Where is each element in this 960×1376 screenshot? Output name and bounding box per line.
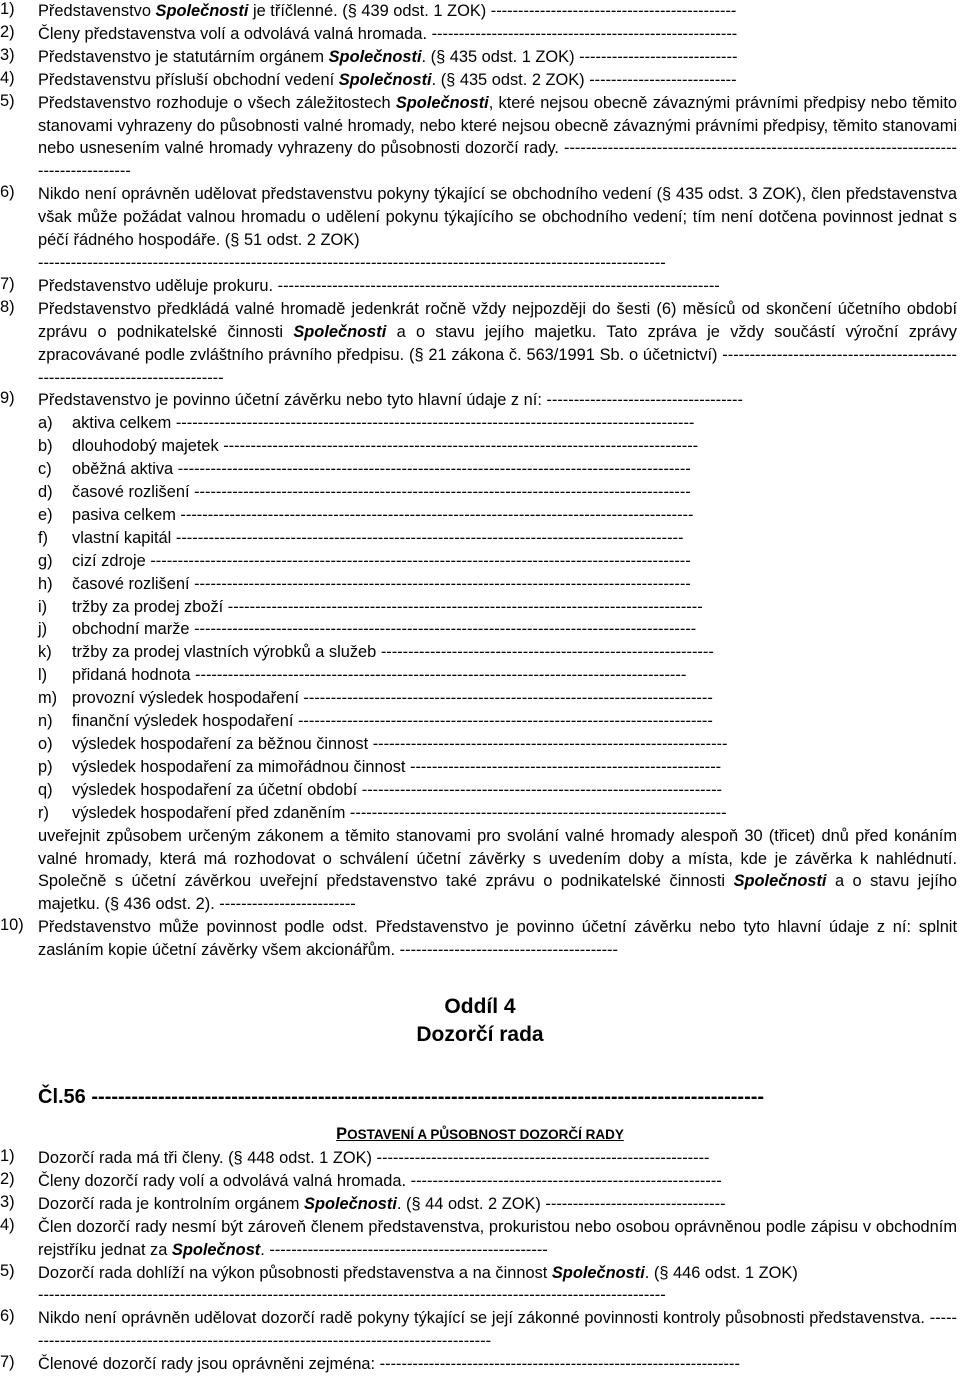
board-item-5 — [0, 92, 957, 184]
item-text: Člen dozorčí rady nesmí být zároveň členem představenstva, prokuristou nebo osobou oprávněnou podle zápisu v obchodním rejstříku jednat za Společnost. --------------------------------------------------- — [38, 1217, 957, 1259]
financial-item — [0, 412, 957, 435]
item-text: tržby za prodej vlastních výrobků a služeb ------------------------------------------------------------- — [72, 643, 714, 662]
item-letter: n) — [38, 712, 53, 731]
item-text: Dozorčí rada dohlíží na výkon působnosti představenstva a na činnost Společnosti. (§ 446 odst. 1 ZOK) — [38, 1263, 798, 1282]
item-text: Představenstvo předkládá valné hromadě jedenkrát ročně vždy nejpozději do šesti (6) měsíců od skončení účetního období zprávu o podnikatelské činnosti Společnosti a o stavu jejího majetku. Tato zpráva je vždy součástí výroční zprávy zpracovávané podle zvláštního právního předpisu. (§ 21 zákona č. 563/1991 Sb. o účetnictví) ----------------------------------------------------------------------------- — [38, 299, 957, 387]
item-letter: i) — [38, 597, 48, 616]
item-letter: f) — [38, 528, 49, 547]
item-text: přidaná hodnota ------------------------------------------------------------------------------------------ — [72, 666, 687, 685]
item-letter: b) — [38, 437, 53, 456]
item-text: Představenstvo je povinno účetní závěrku nebo tyto hlavní údaje z ní: ------------------------------------ — [38, 391, 743, 410]
item-number: 6) — [0, 183, 15, 202]
item-text: Členy představenstva volí a odvolává valná hromada. -------------------------------------------------------- — [38, 24, 738, 43]
supervisory-item-5 — [0, 1262, 957, 1285]
board-item-8 — [0, 298, 957, 390]
item-number: 2) — [0, 1169, 15, 1188]
item-9-tail-text: uveřejnit způsobem určeným zákonem a těmito stanovami pro svolání valné hromady alespoň 30 (třicet) dnů před konáním valné hromady, která má rozhodovat o schválení účetní závěrky s uvedením doby a místa, kde je závěrka k nahlédnutí. Společně s účetní závěrkou uveřejní představenstvo také zprávu o podnikatelské činnosti Společnosti a o stavu jejího majetku. (§ 436 odst. 2). ------------------------- — [38, 826, 957, 914]
item-number: 5) — [0, 1261, 15, 1280]
item-9-continuation — [0, 825, 957, 917]
board-section-list — [0, 0, 960, 412]
item-text: výsledek hospodaření za běžnou činnost ----------------------------------------------------------------- — [72, 735, 728, 753]
financial-items-list — [0, 412, 960, 824]
financial-item — [0, 756, 957, 779]
financial-item — [0, 527, 957, 550]
item-text: Představenstvo uděluje prokuru. --------------------------------------------------------------------------------- — [38, 276, 720, 295]
item-text: Dozorčí rada má tři členy. (§ 448 odst. 1 ZOK) ------------------------------------------------------------- — [38, 1148, 710, 1167]
section-heading-number: Oddíl 4 — [444, 995, 516, 1019]
financial-item — [0, 504, 957, 527]
supervisory-item-6 — [0, 1307, 957, 1353]
item-text: Členové dozorčí rady jsou oprávněni zejména: ------------------------------------------------------------------ — [38, 1355, 740, 1374]
article-rule: ----------------------------------------------------------------------------------------------------- — [85, 1086, 765, 1109]
board-item-1 — [0, 0, 957, 23]
item-text: finanční výsledek hospodaření ---------------------------------------------------------------------------- — [72, 712, 713, 731]
item-number: 8) — [0, 297, 15, 316]
item-text: vlastní kapitál --------------------------------------------------------------------------------------------- — [72, 528, 684, 547]
item-letter: p) — [38, 757, 53, 776]
item-number: 1) — [0, 1146, 15, 1165]
financial-item — [0, 481, 957, 504]
financial-item — [0, 664, 957, 687]
item-number: 7) — [0, 1353, 15, 1372]
item-letter: c) — [38, 460, 52, 479]
item-text: časové rozlišení ------------------------------------------------------------------------------------------- — [72, 574, 691, 593]
item-text: oběžná aktiva ---------------------------------------------------------------------------------------------- — [72, 460, 691, 479]
item-text: Představenstvo Společnosti je tříčlenné. (§ 439 odst. 1 ZOK) --------------------------------------------- — [38, 2, 737, 20]
item-letter: r) — [38, 803, 49, 822]
item-number: 4) — [0, 68, 15, 87]
supervisory-item-1 — [0, 1147, 957, 1170]
item-text: cizí zdroje --------------------------------------------------------------------------------------------------- — [72, 551, 691, 570]
item-number: 5) — [0, 91, 15, 110]
item-number: 3) — [0, 1192, 15, 1211]
item-number: 2) — [0, 22, 15, 41]
dash-rule: ------------------------------------------------------------------------------------------------------------------- — [38, 1286, 666, 1305]
item-text: Představenstvo je statutárním orgánem Společnosti. (§ 435 odst. 1 ZOK) ----------------------------- — [38, 47, 738, 66]
article-label: Čl.56 — [38, 1086, 86, 1109]
board-item-9 — [0, 389, 957, 412]
item-number: 6) — [0, 1307, 15, 1326]
item-text: časové rozlišení ------------------------------------------------------------------------------------------- — [72, 483, 691, 502]
item-text: obchodní marže -------------------------------------------------------------------------------------------- — [72, 620, 697, 639]
item-number: 3) — [0, 45, 15, 64]
item-letter: g) — [38, 551, 53, 570]
financial-item — [0, 596, 957, 619]
item-letter: a) — [38, 414, 53, 433]
item-text: výsledek hospodaření za účetní období ------------------------------------------------------------------ — [72, 780, 723, 799]
item-text: Členy dozorčí rady volí a odvolává valná hromada. --------------------------------------------------------- — [38, 1171, 722, 1190]
item-text: Nikdo není oprávněn udělovat představenstvu pokyny týkající se obchodního vedení (§ 435 odst. 3 ZOK), člen představenstva však může požádat valnou hromadu o udělení pokynu týkajícího se obchodního vedení; tím není dotčena povinnost jednat s péčí řádného hospodáře. (§ 51 odst. 2 ZOK) — [38, 185, 957, 250]
item-letter: e) — [38, 505, 53, 524]
item-letter: k) — [38, 643, 52, 662]
item-text: Představenstvo může povinnost podle odst. Představenstvo je povinno účetní závěrku nebo tyto hlavní údaje z ní: splnit zasláním kopie účetní závěrky všem akcionářům. ---------------------------------------- — [38, 918, 957, 960]
item-letter: o) — [38, 735, 53, 753]
item-text: dlouhodobý majetek --------------------------------------------------------------------------------------- — [72, 437, 699, 456]
board-item-2 — [0, 23, 957, 46]
board-item-7 — [0, 275, 957, 298]
financial-item — [0, 435, 957, 458]
item-letter: d) — [38, 483, 53, 502]
item-text: výsledek hospodaření před zdaněním --------------------------------------------------------------------- — [72, 803, 727, 822]
item-text: provozní výsledek hospodaření --------------------------------------------------------------------------- — [72, 689, 713, 708]
supervisory-item-4 — [0, 1216, 957, 1262]
item-text: Nikdo není oprávněn udělovat dozorčí radě pokyny týkající se její zákonné povinnosti kontroly působnosti představenstva. ---------------------------------------------------------------------------------------- — [38, 1309, 957, 1351]
item-text: pasiva celkem ---------------------------------------------------------------------------------------------- — [72, 505, 694, 524]
article-heading — [0, 1083, 928, 1111]
item-text: Představenstvu přísluší obchodní vedení Společnosti. (§ 435 odst. 2 ZOK) --------------------------- — [38, 70, 737, 89]
financial-item — [0, 733, 957, 756]
item-number: 4) — [0, 1215, 15, 1234]
item-number: 7) — [0, 274, 15, 293]
supervisory-item-7 — [0, 1353, 957, 1376]
item-text: Představenstvo rozhoduje o všech záležitostech Společnosti, které nejsou obecně závaznými právními předpisy nebo těmito stanovami vyhrazeny do působnosti valné hromady, nebo které nejsou obecně závaznými právními předpisy, těmito stanovami nebo usnesením valné hromady vyhrazeny do působnosti dozorčí rady. ----------------------------------------------------------------------------------------- — [38, 93, 957, 181]
financial-item — [0, 687, 957, 710]
item-letter: h) — [38, 574, 53, 593]
item-text: Dozorčí rada je kontrolním orgánem Společnosti. (§ 44 odst. 2 ZOK) --------------------------------- — [38, 1194, 726, 1213]
section-heading-title: Dozorčí rada — [416, 1023, 544, 1047]
item-letter: l) — [38, 666, 48, 685]
financial-item — [0, 641, 957, 664]
item-text: tržby za prodej zboží --------------------------------------------------------------------------------------- — [72, 597, 703, 616]
item-letter: q) — [38, 780, 53, 799]
financial-item — [0, 710, 957, 733]
board-item-6 — [0, 183, 957, 252]
financial-item — [0, 779, 957, 802]
item-letter: j) — [38, 620, 48, 639]
item-number: 1) — [0, 0, 15, 18]
financial-item — [0, 618, 957, 641]
financial-item — [0, 550, 957, 573]
financial-item — [0, 573, 957, 596]
list-item-10 — [0, 916, 957, 962]
supervisory-item-3 — [0, 1193, 957, 1216]
item-text: výsledek hospodaření za mimořádnou činnost --------------------------------------------------------- — [72, 757, 722, 776]
article-title: POSTAVENÍ A PŮSOBNOST DOZORČÍ RADY — [336, 1125, 624, 1144]
financial-item — [0, 802, 957, 825]
financial-item — [0, 458, 957, 481]
item-text: aktiva celkem ----------------------------------------------------------------------------------------------- — [72, 414, 695, 433]
board-item-3 — [0, 46, 957, 69]
board-item-4 — [0, 69, 957, 92]
supervisory-item-2 — [0, 1170, 957, 1193]
supervisory-board-list — [0, 1147, 960, 1376]
item-number: 9) — [0, 389, 15, 408]
item-number: 10) — [0, 916, 24, 935]
dash-rule: ------------------------------------------------------------------------------------------------------------------- — [38, 253, 666, 272]
item-letter: m) — [38, 689, 58, 708]
